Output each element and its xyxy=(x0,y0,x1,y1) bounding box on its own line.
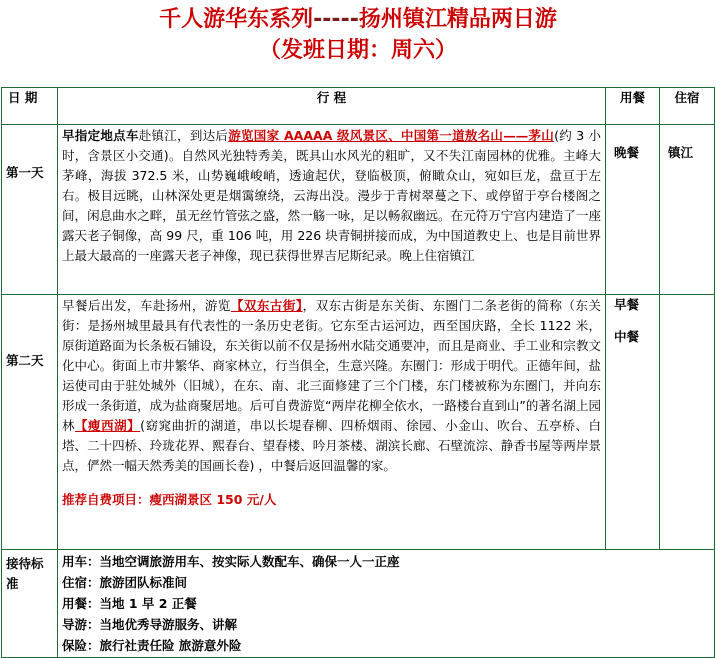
day2-meal-breakfast: 早餐 xyxy=(614,297,640,312)
day1-highlight: 游览国家 AAAAA 级风景区、中国第一道敖名山——茅山 xyxy=(228,128,555,143)
col-header-meal: 用餐 xyxy=(606,88,660,125)
standard-lodging: 住宿：旅游团队标准间 xyxy=(62,575,188,590)
optional-item: 推荐自费项目：瘦西湖景区 150 元/人 xyxy=(62,492,277,507)
title-dash: ----- xyxy=(313,7,359,32)
standards-list xyxy=(58,550,715,658)
table-row-day1 xyxy=(2,125,715,295)
standard-insurance: 保险：旅行社责任险 旅游意外险 xyxy=(62,638,242,653)
title-series: 千人游华东系列 xyxy=(159,7,314,32)
standards-label: 接待标准 xyxy=(2,550,58,658)
day1-description xyxy=(58,125,606,295)
day2-description xyxy=(58,295,606,550)
standard-vehicle: 用车：当地空调旅游用车、按实际人数配车、确保一人一正座 xyxy=(62,554,400,569)
page-subtitle xyxy=(0,37,716,65)
day2-meal-lunch: 中餐 xyxy=(614,329,640,344)
day2-spot1: 【双东古街】 xyxy=(230,298,303,313)
day2-text3: (窈窕曲折的湖道，串以长堤春柳、四桥烟雨、徐园、小金山、吹台、五亭桥、白塔、二十四桥、玲珑花界、熙春台、望春楼、吟月茶楼、湖滨长廊、石壁流淙、静香书屋等两岸景点，俨然一幅天然秀美的国画长卷) ，中餐后返回温馨的家。 xyxy=(62,418,601,473)
day1-label: 第一天 xyxy=(2,125,58,295)
col-header-route: 行 程 xyxy=(58,88,606,125)
departure-date: （发班日期：周六） xyxy=(258,38,457,63)
day2-spot2: 【瘦西湖】 xyxy=(75,418,141,433)
col-header-date: 日 期 xyxy=(2,88,58,125)
day2-stay xyxy=(660,295,715,550)
title-route: 扬州镇江精品两日游 xyxy=(358,7,557,32)
day1-text1: 赴镇江，到达后 xyxy=(138,128,229,143)
day1-text2: (约 3 小时，含景区小交通)。自然风光独特秀美，既具山水风光的粗旷，又不失江南园林的优雅。主峰大茅峰，海拔 372.5 米，山势巍峨峻峭，透逾起伏，登临极顶，俯瞰众山，宛如巨龙，盘亘于左右。极目远眺，山林深处更是烟霭缭绕，云海出没。漫步于青树翠蔓之下、或停留于亭台楼阁之间，闲息曲水之畔，虽无丝竹管弦之盛，然一觞一咏，足以畅叙幽远。在元符万宁宫内建造了一座露天老子铜像，高 99 尺，重 106 吨，用 226 块青铜拼接而成，为中国道教史上、也是目前世界上最大最高的一座露天老子神像，现已获得世界吉尼斯纪录。晚上住宿镇江 xyxy=(62,128,601,263)
day2-text2: ，双东古街是东关街、东圈门二条老街的简称（东关街：是扬州城里最具有代表性的一条历史老街。它东至古运河边，西至国庆路，全长 1122 米，原街道路面为长条板石铺设，东关街以前不仅是扬州水陆交通要冲，而且是商业、手工业和宗教文化中心。街面上市井繁华、商家林立，行当俱全，生意兴隆。东圈门：形成于明代。正德年间，盐运使司由于驻处城外（旧城），在东、南、北三面修建了三个门楼，东门楼被称为东圈门，并向东形成一条街道，成为盐商聚居地。后可自费游览“两岸花柳全依水，一路楼台直到山”的著名湖上园林 xyxy=(62,298,601,433)
day1-meal: 晚餐 xyxy=(606,125,660,295)
page-title xyxy=(0,6,716,34)
col-header-stay: 住宿 xyxy=(660,88,715,125)
itinerary-table xyxy=(1,87,715,658)
day2-text xyxy=(62,296,601,476)
table-header-row xyxy=(2,88,715,125)
table-row-standards xyxy=(2,550,715,658)
standard-guide: 导游：当地优秀导游服务、讲解 xyxy=(62,617,238,632)
day1-lead: 早指定地点车 xyxy=(62,128,139,143)
day2-text1: 早餐后出发，车赴扬州，游览 xyxy=(62,298,231,313)
table-row-day2 xyxy=(2,295,715,550)
standard-meals: 用餐：当地 1 早 2 正餐 xyxy=(62,596,197,611)
day2-label: 第二天 xyxy=(2,295,58,550)
day2-meal xyxy=(606,295,660,550)
day1-stay: 镇江 xyxy=(660,125,715,295)
